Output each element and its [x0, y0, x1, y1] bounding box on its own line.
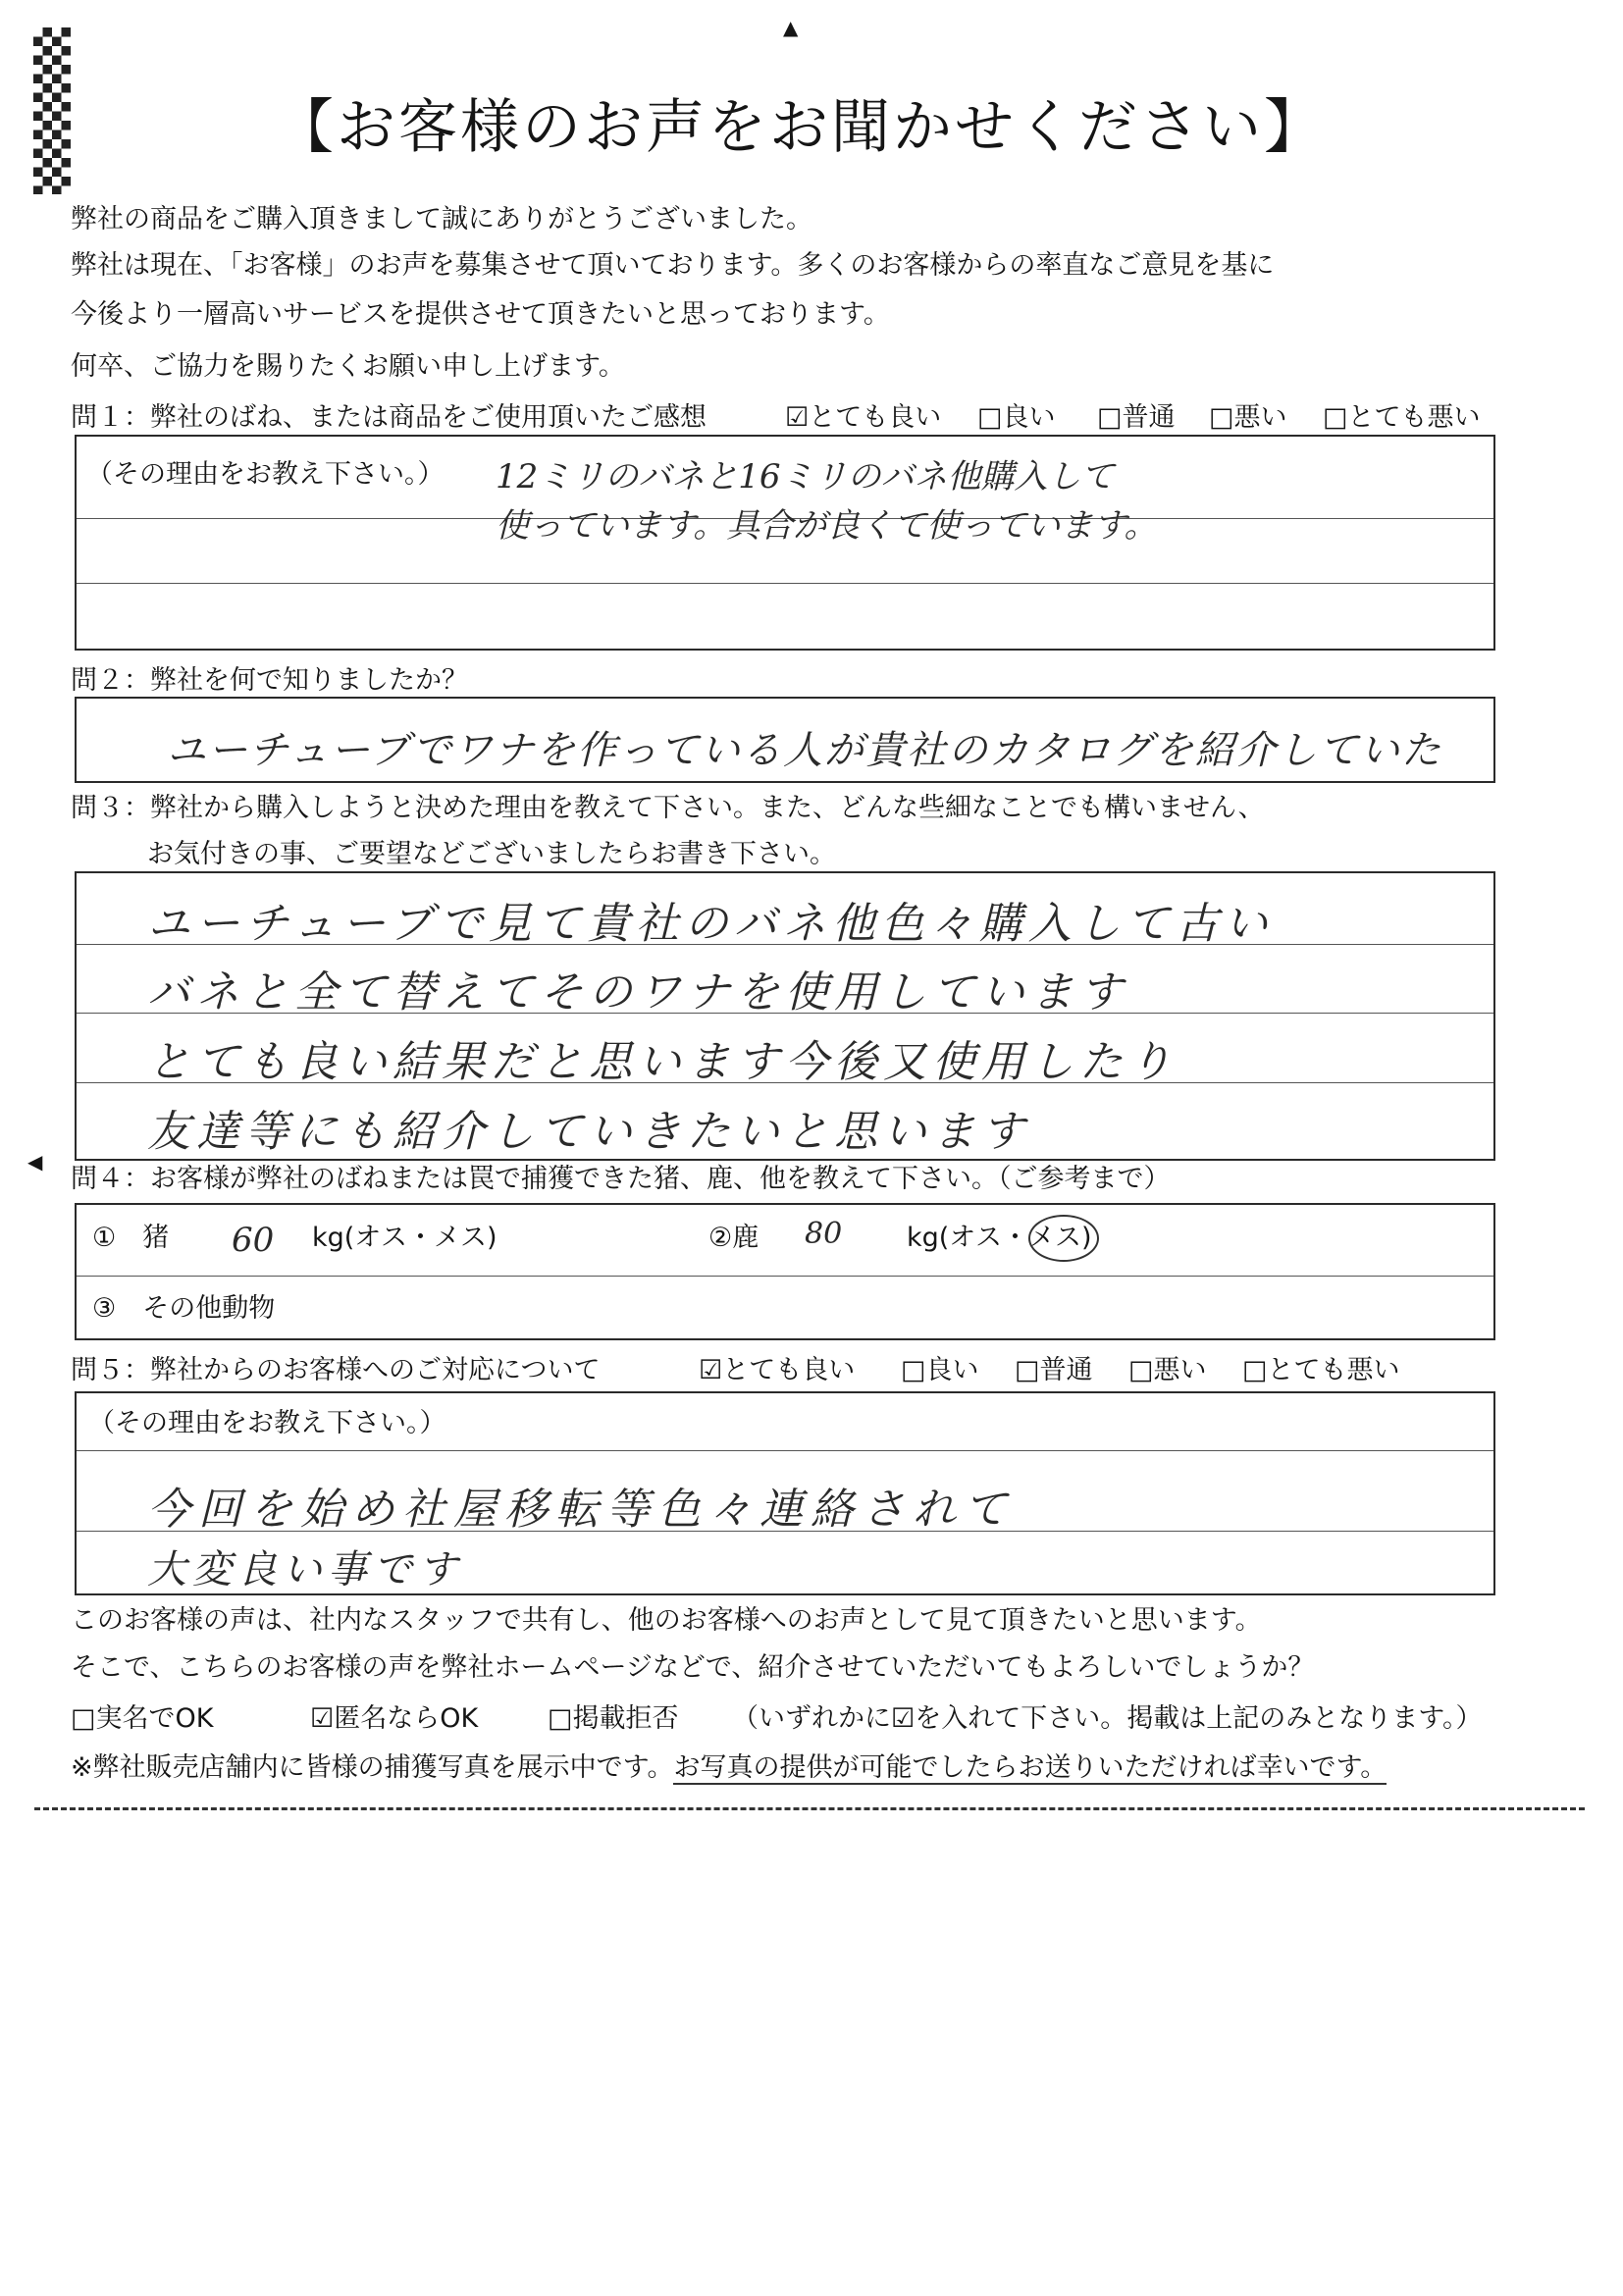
- consent-note: （いずれかに☑を入れて下さい。掲載は上記のみとなります。）: [732, 1703, 1483, 1734]
- consent-anonymous[interactable]: ☑匿名ならOK: [310, 1703, 479, 1734]
- q4-deer-unit: kg(オス・メス): [907, 1223, 1092, 1253]
- q5-option-bad[interactable]: □悪い: [1128, 1355, 1207, 1385]
- q4-answer-box: [75, 1203, 1495, 1340]
- q1-label: 問１：弊社のばね、または商品をご使用頂いたご感想: [71, 402, 707, 433]
- q4-deer-label: ②鹿: [708, 1223, 759, 1253]
- q5-option-very-good[interactable]: ☑とても良い: [699, 1355, 856, 1385]
- q3-answer-line-1: ユーチューブで見て貴社のバネ他色々購入して古い: [147, 899, 1274, 949]
- q2-label: 問２：弊社を何で知りましたか？: [71, 665, 468, 696]
- consent-real-name[interactable]: □実名でOK: [71, 1703, 214, 1734]
- q5-reason-label: （その理由をお教え下さい。）: [88, 1408, 446, 1438]
- q1-answer-line-2: 使っています。具合が良くて使っています。: [496, 506, 1158, 546]
- q5-option-normal[interactable]: □普通: [1015, 1355, 1093, 1385]
- q2-answer: ユーチューブでワナを作っている人が貴社のカタログを紹介していた: [167, 728, 1442, 773]
- q1-option-good[interactable]: □良い: [977, 402, 1056, 433]
- q1-option-very-bad[interactable]: □とても悪い: [1323, 402, 1481, 433]
- photo-note-underlined: お写真の提供が可能でしたらお送りいただければ幸いです。: [673, 1752, 1387, 1783]
- q4-boar-value: 60: [232, 1221, 275, 1260]
- footer-line-1: このお客様の声は、社内なスタッフで共有し、他のお客様へのお声として見て頂きたいと思います。: [71, 1605, 1262, 1636]
- intro-line-4: 何卒、ご協力を賜りたくお願い申し上げます。: [71, 351, 625, 382]
- q4-other-label: ③ その他動物: [92, 1293, 276, 1324]
- q5-rule-1: [77, 1450, 1493, 1451]
- q5-option-very-bad[interactable]: □とても悪い: [1242, 1355, 1400, 1385]
- top-marker-icon: ▲: [783, 16, 799, 39]
- q4-deer-value: 80: [805, 1217, 843, 1251]
- intro-line-3: 今後より一層高いサービスを提供させて頂きたいと思っております。: [71, 299, 890, 330]
- q4-deer-female-circle: [1028, 1215, 1099, 1262]
- q5-answer-line-2: 大変良い事です: [147, 1547, 463, 1592]
- page-title: 【お客様のお声をお聞かせください】: [275, 93, 1326, 162]
- q3-answer-line-2: バネと全て替えてそのワナを使用しています: [147, 967, 1128, 1018]
- intro-line-1: 弊社の商品をご購入頂きまして誠にありがとうございました。: [71, 204, 812, 235]
- consent-refuse[interactable]: □掲載拒否: [548, 1703, 679, 1734]
- q4-label: 問４：お客様が弊社のばねまたは罠で捕獲できた猪、鹿、他を教えて下さい。（ご参考まで）: [71, 1164, 1171, 1194]
- q1-option-bad[interactable]: □悪い: [1209, 402, 1287, 433]
- q5-label: 問５：弊社からのお客様へのご対応について: [71, 1355, 601, 1385]
- q1-rule-2: [77, 583, 1493, 584]
- q5-option-good[interactable]: □良い: [901, 1355, 979, 1385]
- q3-label: 問３：弊社から購入しようと決めた理由を教えて下さい。また、どんな些細なことでも構いません、: [71, 793, 1265, 823]
- cut-line: [34, 1807, 1585, 1810]
- q3-label-2: お気付きの事、ご要望などございましたらお書き下さい。: [147, 839, 836, 869]
- side-marker-icon: ◀: [27, 1150, 43, 1174]
- photo-note-text: ※弊社販売店舗内に皆様の捕獲写真を展示中です。: [71, 1752, 674, 1783]
- checker-pattern: [33, 27, 71, 194]
- q1-answer-line-1: 12ミリのバネと16ミリのバネ他購入して: [496, 457, 1115, 496]
- q4-boar-unit: kg(オス・メス): [312, 1223, 497, 1253]
- q3-answer-line-3: とても良い結果だと思います今後又使用したり: [147, 1037, 1178, 1087]
- q1-option-very-good[interactable]: ☑とても良い: [785, 402, 942, 433]
- q1-option-normal[interactable]: □普通: [1097, 402, 1176, 433]
- q4-rule: [77, 1276, 1493, 1277]
- photo-note: [71, 1754, 1387, 1781]
- intro-line-2: 弊社は現在、「お客様」のお声を募集させて頂いております。多くのお客様からの率直なご意見を基に: [71, 250, 1275, 281]
- q4-boar-label: ① 猪: [92, 1223, 170, 1253]
- q5-answer-line-1: 今回を始め社屋移転等色々連絡されて: [147, 1485, 1015, 1535]
- q1-reason-label: （その理由をお教え下さい。）: [86, 459, 445, 490]
- footer-line-2: そこで、こちらのお客様の声を弊社ホームページなどで、紹介させていただいてもよろしいでしょうか？: [71, 1652, 1315, 1683]
- q3-answer-line-4: 友達等にも紹介していきたいと思います: [147, 1107, 1030, 1157]
